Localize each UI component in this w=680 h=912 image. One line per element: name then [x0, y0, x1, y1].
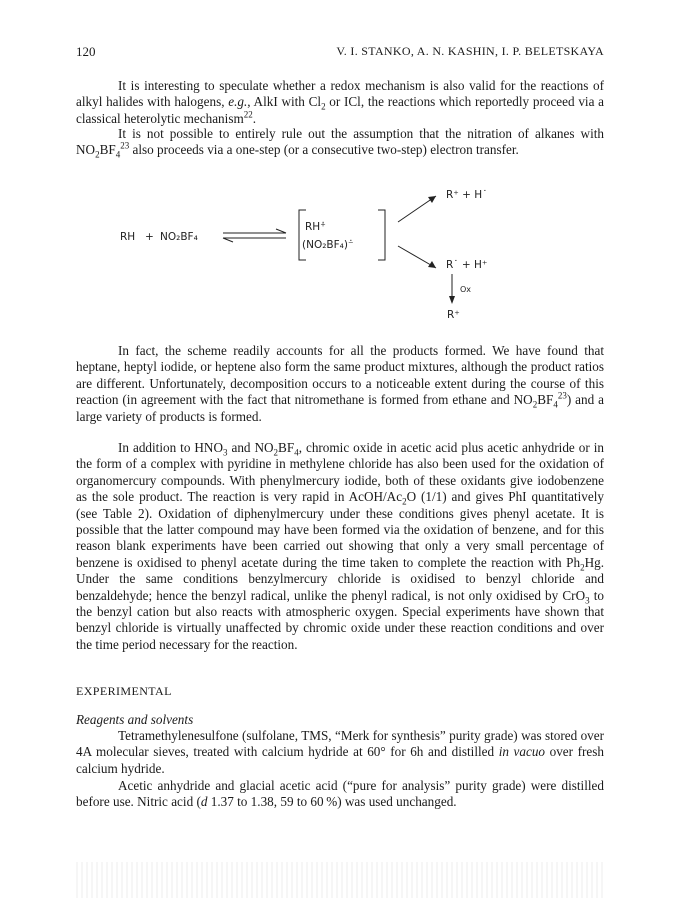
- branch-arrow-down: [398, 246, 436, 268]
- complex-cation-radical: RH⁺̇: [305, 221, 326, 233]
- equilibrium-arrow: [223, 229, 286, 242]
- page-number: 120: [76, 44, 96, 59]
- scheme-plus: +: [145, 231, 154, 243]
- paragraph-nitration: It is not possible to entirely rule out the assumption that the nitration of alkanes with $NO_2BF_4^{23}$ also proceeds via a one-step (or a consecutive two-step) electron transfer.: [76, 126, 604, 161]
- product-cation: R⁺: [447, 309, 460, 321]
- paragraph-acetic: Acetic anhydride and glacial acetic acid (“pure for analysis” purity grade) were distilled before use. Nitric acid (d 1.37 to 1.38, 59 to 60 %) was used unchanged.: [76, 778, 604, 810]
- page-header: [76, 44, 604, 64]
- scheme-reactant-no2bf4: NO₂BF₄: [160, 231, 198, 243]
- branch-arrow-up: [398, 196, 436, 222]
- paragraph-oxidants: In addition to $HNO_3$ and $NO_2BF_4$, chromic oxide in acetic acid plus acetic anhydride or in the form of a complex with pyridine in methylene chloride has also been used for the oxidation of organomercury compounds. With phenylmercury iodide, both of these oxidants give iodobenzene as the sole product. The reaction is very rapid in AcOH/$Ac_2O$ (1/1) and gives PhI quantitatively (see Table 2). Oxidation of diphenylmercury under these conditions gives phenyl acetate. It is possible that the latter compound may have been formed via the oxidation of benzene, and for this reason blank experiments have been carried out showing that only a very small percentage of benzene is oxidised to phenyl acetate during the time taken to complete the reaction with $Ph_2Hg$. Under the same conditions benzylmercury chloride is oxidised to benzyl chloride and benzaldehyde; hence the benzyl radical, unlike the phenyl radical, is not only oxidised by CrO$_3$ to the benzyl cation but also reacts with atmospheric oxygen. Special experiments have shown that benzyl chloride is virtually unaffected by chromic oxide under these reaction conditions and over the time period necessary for the reaction.: [76, 440, 604, 652]
- section-heading-experimental: EXPERIMENTAL: [76, 684, 172, 698]
- running-head: V. I. STANKO, A. N. KASHIN, I. P. BELETSKAYA: [336, 44, 604, 58]
- oxidation-label: Ox: [460, 285, 472, 294]
- oxidation-arrow: [449, 274, 455, 304]
- product-cation-hydrogen-radical: R⁺ + H˙: [446, 189, 488, 201]
- scheme-reactant-rh: RH: [120, 231, 136, 243]
- subheading-reagents: Reagents and solvents: [76, 712, 194, 727]
- complex-bracket: [299, 210, 385, 260]
- scan-noise-band: [76, 862, 604, 898]
- reaction-scheme: [76, 176, 604, 326]
- paragraph-redox-speculation: It is interesting to speculate whether a redox mechanism is also valid for the reactions of alkyl halides with halogens, e.g., AlkI with $Cl_2$ or ICl, the reactions which reportedly proceed via a classical heterolytic mechanism$^{22}$.: [76, 78, 604, 126]
- paragraph-sulfolane: Tetramethylenesulfone (sulfolane, TMS, “Merk for synthesis” purity grade) was stored over 4A molecular sieves, treated with calcium hydride at 60° for 6h and distilled in vacuo over fresh calcium hydride.: [76, 728, 604, 776]
- product-radical-proton: R˙ + H⁺: [446, 259, 488, 271]
- complex-anion-radical: (NO₂BF₄)⁻̇: [302, 239, 354, 251]
- paragraph-products: In fact, the scheme readily accounts for all the products formed. We have found that heptane, heptyl iodide, or heptene also form the same product mixtures, although the product ratios are different. Unfortunately, decomposition occurs to a noticeable extent during the course of this reaction (in agreement with the fact that nitromethane is formed from ethane and $NO_2BF_4^{23}$) and a large variety of products is formed.: [76, 343, 604, 424]
